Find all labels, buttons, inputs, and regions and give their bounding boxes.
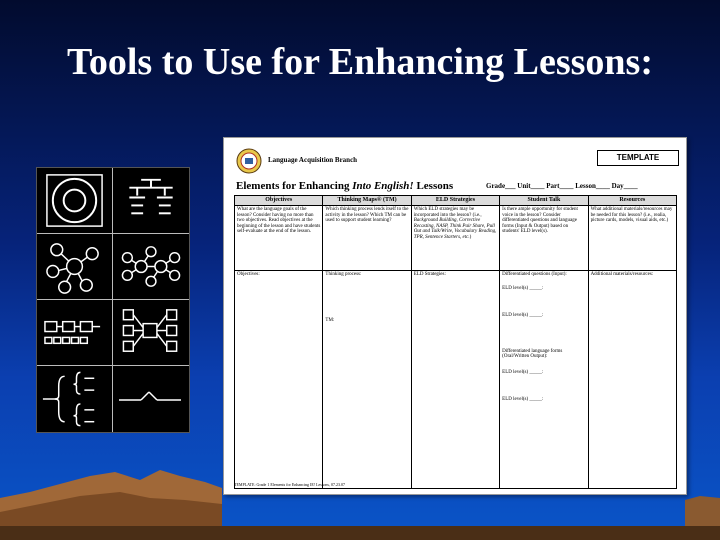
flow-map-icon xyxy=(37,300,113,366)
lesson-table xyxy=(234,195,677,489)
thinking-maps-field[interactable] xyxy=(323,271,411,489)
resources-field[interactable]: Additional materials/resources: xyxy=(588,271,676,489)
template-heading xyxy=(236,180,453,192)
objectives-question: What are the language goals of the lesson? Consider having no more than two objectives. Read objectives at the beginning of the lesson and have students self-evaluate at the end of the lesson. xyxy=(235,206,323,271)
brace-map-icon xyxy=(37,366,113,432)
lesson-template-document xyxy=(223,137,687,495)
column-header: ELD Strategies xyxy=(411,196,499,206)
double-bubble-map-icon xyxy=(113,234,189,300)
eld-level-label: ELD level(s) _____: xyxy=(502,369,544,375)
heading-prefix: Elements for Enhancing xyxy=(236,180,353,192)
column-header: Thinking Maps® (TM) xyxy=(323,196,411,206)
column-header: Student Talk xyxy=(500,196,588,206)
table-header-row xyxy=(235,196,677,206)
template-badge: TEMPLATE xyxy=(597,150,679,166)
lesson-fields: Grade___ Unit____ Part____ Lesson____ Day____ xyxy=(486,182,638,190)
student-talk-question: Is there ample opportunity for student voice in the lesson? Consider differentiated questions and language forms (Input & Output) based on students' ELD level(s). xyxy=(500,206,588,271)
eld-strategies-question xyxy=(411,206,499,271)
bubble-map-icon xyxy=(37,234,113,300)
student-talk-field[interactable] xyxy=(500,271,588,489)
document-footer: TEMPLATE: Grade 1 Elements for Enhancing IE! Lessons, 07.23.07 xyxy=(234,482,345,487)
eld-level-label: ELD level(s) _____: xyxy=(502,313,544,318)
table-row xyxy=(235,206,677,271)
eld-question-tail: ) xyxy=(469,234,472,240)
district-seal-icon xyxy=(236,148,262,174)
bridge-map-icon xyxy=(113,366,189,432)
diff-questions-label: Differentiated questions (Input): xyxy=(502,272,567,277)
tree-map-icon xyxy=(113,168,189,234)
table-row xyxy=(235,271,677,489)
tm-label: TM: xyxy=(325,317,335,323)
resources-question: What additional materials/resources may be needed for this lesson? (i.e., realia, picture cards, models, visual aids, etc.) xyxy=(588,206,676,271)
multi-flow-map-icon xyxy=(113,300,189,366)
eld-strategies-field[interactable]: ELD Strategies: xyxy=(411,271,499,489)
thinking-maps-chart xyxy=(36,167,190,433)
branch-name: Language Acquisition Branch xyxy=(268,156,358,164)
heading-italic: Into English! xyxy=(352,180,414,192)
column-header: Resources xyxy=(588,196,676,206)
objectives-field[interactable]: Objectives: xyxy=(235,271,323,489)
thinking-process-label: Thinking process: xyxy=(325,272,362,277)
eld-level-label: ELD level(s) _____: xyxy=(502,285,544,291)
heading-suffix: Lessons xyxy=(413,180,454,192)
slide-title: Tools to Use for Enhancing Lessons: xyxy=(67,41,653,83)
thinking-maps-question: Which thinking process lends itself to the activity in the lesson? Which TM can be used to support student learning? xyxy=(323,206,411,271)
eld-question-examples: Background Building, Corrective Recasting, NASP, Think Pair Share, Pull Out and Talk/Write, Vocabulary Reading, TPR, Sentence Starters, etc. xyxy=(413,218,497,240)
circle-map-icon xyxy=(37,168,113,234)
column-header: Objectives xyxy=(235,196,323,206)
eld-question-lead: Which ELD strategies may be incorporated into the lesson? (i.e., xyxy=(413,207,482,218)
diff-forms-label: Differentiated language forms (Oral/Written Output): xyxy=(502,348,563,359)
eld-level-label: ELD level(s) _____: xyxy=(502,397,544,402)
